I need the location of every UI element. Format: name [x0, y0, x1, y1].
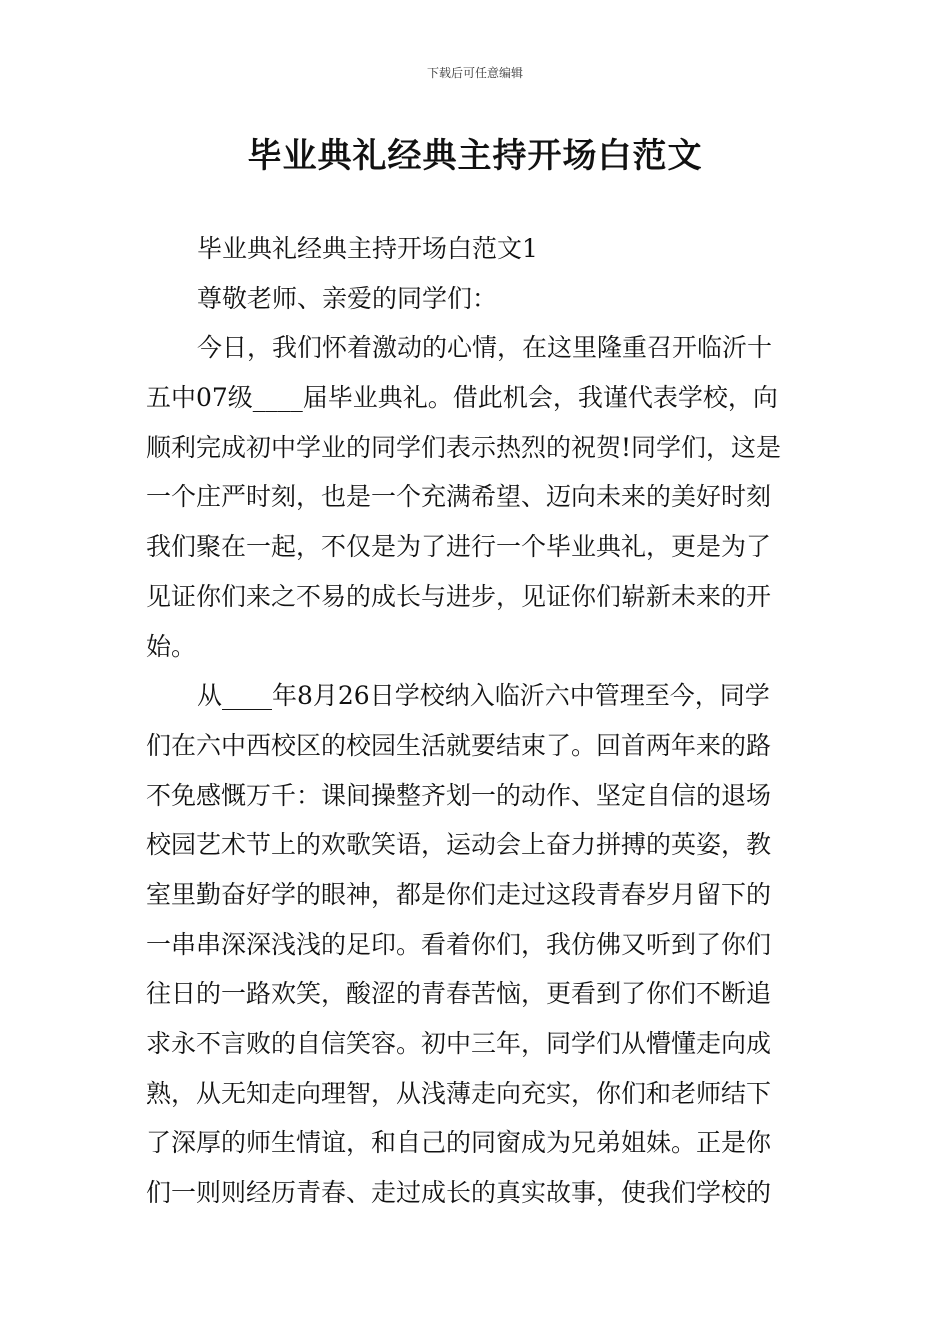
paragraph-2-line: 们在六中西校区的校园生活就要结束了。回首两年来的路 — [146, 730, 772, 760]
document-title: 毕业典礼经典主持开场白范文 — [247, 136, 703, 176]
paragraph-1-line: 五中07级____届毕业典礼。借此机会，我谨代表学校，向 — [146, 383, 778, 413]
paragraph-2-line: 一串串深深浅浅的足印。看着你们，我仿佛又听到了你们 — [146, 929, 772, 959]
document-body — [146, 224, 811, 1218]
paragraph-1-line: 今日，我们怀着激动的心情，在这里隆重召开临沂十 — [197, 333, 773, 363]
header-note: 下载后可任意编辑 — [426, 66, 523, 80]
paragraph-1-line: 一个庄严时刻，也是一个充满希望、迈向未来的美好时刻 — [146, 482, 772, 512]
paragraph-2-line: 校园艺术节上的欢歌笑语，运动会上奋力拼搏的英姿，教 — [146, 830, 772, 860]
paragraph-2-line: 不免感慨万千：课间操整齐划一的动作、坚定自信的退场 — [146, 780, 772, 810]
paragraph-2-line: 室里勤奋好学的眼神，都是你们走过这段青春岁月留下的 — [146, 879, 772, 909]
paragraph-2-line: 求永不言败的自信笑容。初中三年，同学们从懵懂走向成 — [146, 1029, 772, 1058]
paragraph-2-line: 熟，从无知走向理智，从浅薄走向充实，你们和老师结下 — [146, 1078, 772, 1108]
salutation: 尊敬老师、亲爱的同学们： — [197, 283, 498, 313]
section-heading: 毕业典礼经典主持开场白范文1 — [197, 234, 538, 263]
paragraph-2-line: 从____年8月26日学校纳入临沂六中管理至今，同学 — [197, 681, 770, 711]
paragraph-2-line: 往日的一路欢笑，酸涩的青春苦恼，更看到了你们不断追 — [146, 979, 772, 1009]
paragraph-1-line: 始。 — [146, 631, 197, 661]
paragraph-1-line: 顺利完成初中学业的同学们表示热烈的祝贺!同学们，这是 — [146, 432, 782, 462]
paragraph-2-line: 们一则则经历青春、走过成长的真实故事，使我们学校的 — [146, 1178, 772, 1208]
paragraph-1-line: 我们聚在一起，不仅是为了进行一个毕业典礼，更是为了 — [146, 532, 772, 562]
paragraph-1-line: 见证你们来之不易的成长与进步，见证你们崭新未来的开 — [146, 581, 772, 611]
paragraph-2-line: 了深厚的师生情谊，和自己的同窗成为兄弟姐妹。正是你 — [146, 1128, 772, 1158]
